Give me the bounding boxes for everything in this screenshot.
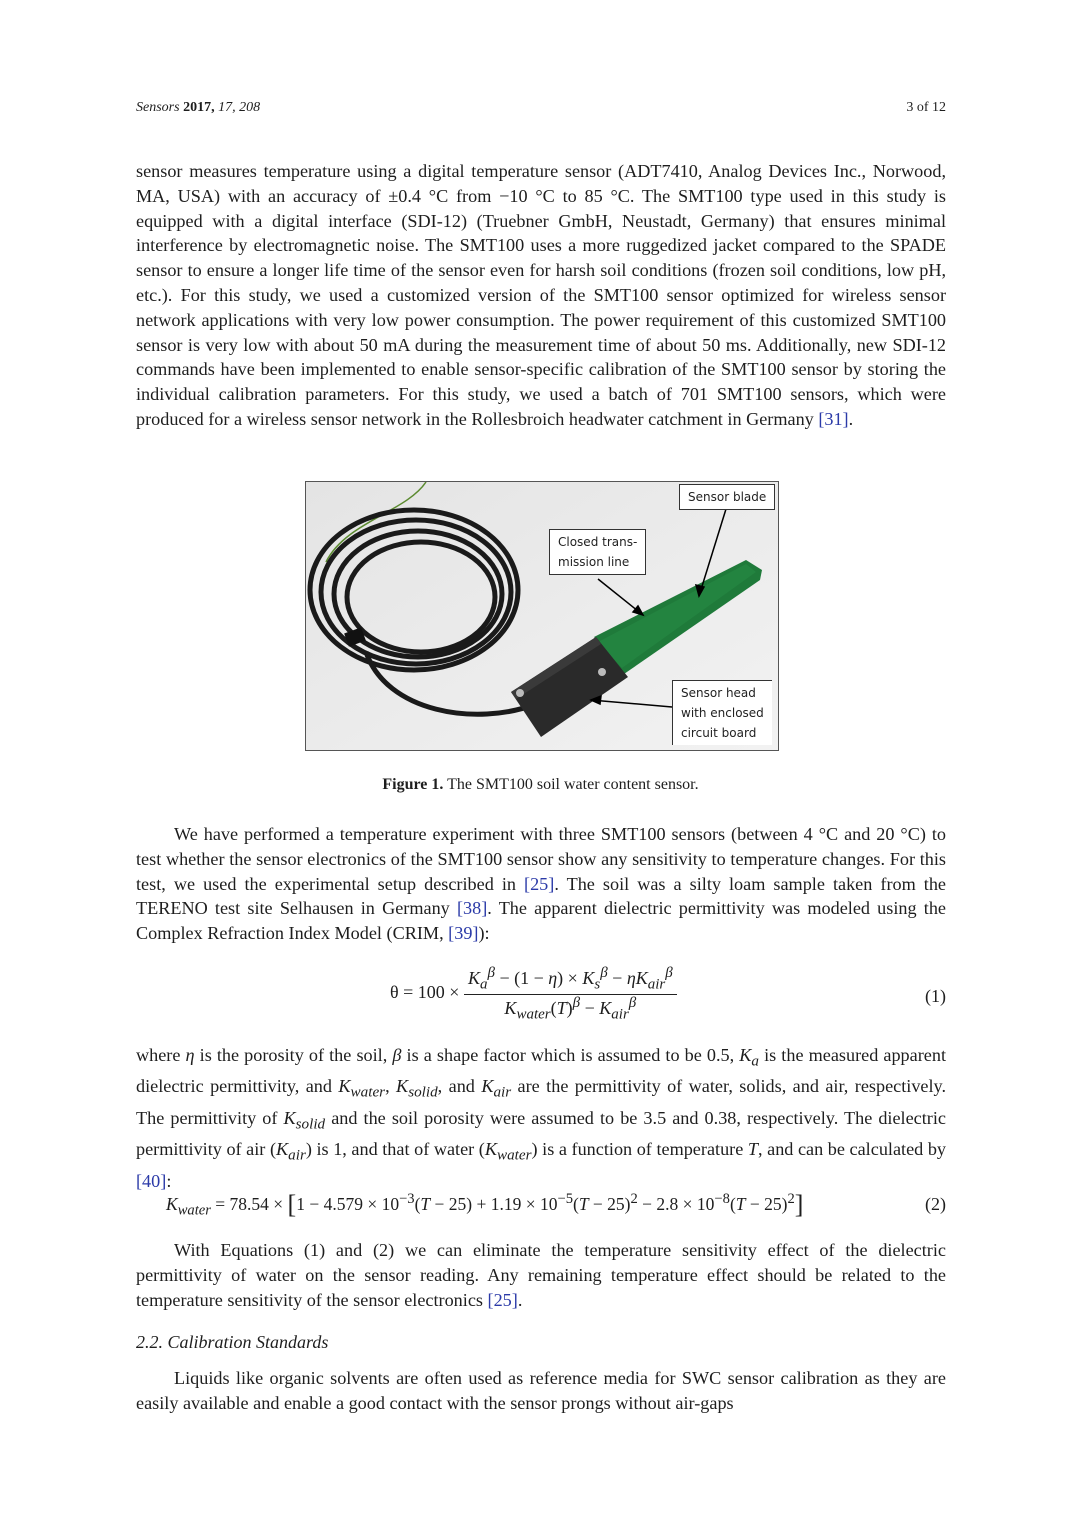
text-line: to the SPADE sensor to ensure a longer life time of the sensor even for harsh soil conditions (frozen soil (136, 235, 946, 281)
text-line: ) is a function of temperature (531, 1139, 748, 1160)
callout-text: circuit board (681, 726, 757, 740)
citation-link-25[interactable]: [25] (524, 873, 555, 894)
text-line: For this test, we used the experimental setup described in (136, 848, 947, 894)
text-line: , and (437, 1076, 482, 1097)
text-line: study is equipped with a digital interface (SDI-12) (Truebner GmbH, Neustadt, Germany) that ensures (136, 185, 947, 231)
text-line: ) is 1, and that of water ( (305, 1139, 485, 1160)
equation-1-fraction (464, 965, 677, 1023)
journal-name: Sensors (136, 100, 180, 115)
text-line: The dielectric permittivity of air ( (136, 1107, 946, 1160)
section-heading: 2.2. Calibration Standards (136, 1332, 329, 1352)
text-line: temperature sensitivity of the sensor electronics (136, 1289, 488, 1310)
equation-2: $K_{water} = 78.54 \times [1 - 4.579 \times 10^{-3}(T - 25) + 1.19 \times 10^{-5}(T - 25)^2 - 2.8 \times 10^{-8}(T - 25)^2]$ (166, 1190, 804, 1219)
text-line: : (166, 1170, 172, 1191)
text-line: as they are easily available and enable a good contact with the sensor prongs without air-gaps (136, 1368, 946, 1413)
text-line: we used a batch of 701 SMT100 sensors, which were produced for a wireless sensor network in the (136, 384, 947, 429)
text-line: conditions, low pH, etc.). For this study, we used a customized version of the SMT100 sensor optimized (136, 260, 947, 305)
text-line: are the permittivity of water, solids, and air, (511, 1076, 849, 1097)
citation-link-31[interactable]: [31] (818, 408, 849, 429)
equation-1-denominator: $K_{water}(T)^\beta - K_{air}^\beta$ (504, 994, 637, 1023)
figure-label: Figure 1. (382, 776, 444, 793)
figure-caption-text: The SMT100 soil water content sensor. (443, 776, 699, 793)
text-line: Liquids like organic solvents are often used as reference media for SWC sensor calibration (174, 1368, 859, 1388)
paragraph-calibration-standards (136, 1366, 946, 1416)
text-line: ): (478, 923, 490, 944)
citation-link-39[interactable]: [39] (448, 923, 479, 944)
text-line: minimal interference by electromagnetic noise. The SMT100 uses a more ruggedized jacket compared (136, 210, 946, 256)
paragraph-temperature-experiment (136, 822, 946, 946)
figure-caption (0, 776, 1081, 794)
figure-sensor-photo (305, 481, 779, 751)
text-line: . (848, 408, 854, 429)
equation-1-lhs: θ = 100 × (390, 982, 460, 1003)
text-line: sensor measures temperature using a digital temperature sensor (ADT7410, Analog Devices Inc., (136, 161, 867, 181)
paragraph-sensor-description (136, 159, 946, 432)
text-line: from the TERENO test site Selhausen in Germany (136, 873, 946, 919)
equation-1-number: (1) (925, 986, 946, 1006)
text-line: is the measured (758, 1045, 879, 1065)
text-line: , (758, 1139, 763, 1160)
text-line: . (517, 1289, 523, 1310)
citation-link-25-b[interactable]: [25] (487, 1289, 518, 1310)
text-line: and the soil porosity were assumed to be 3.5 and 0.38, respectively. (325, 1107, 839, 1128)
paragraph-variable-definitions: where η is the porosity of the soil, β is a shape factor which is assumed to be 0.5, $K_a$ is the measured apparent dielectric permittivity, and $K_{water}$, $K_{solid}$, and $K_{air}$ are the permittivity of water, solids, and air, respectively. The permittivity of $K_{solid}$ and the soil porosity were assumed to be 3.5 and 0.38, respectively. The dielectric permittivity of air $(K_{air})$ is 1, and that of water $(K_{water})$ is a function of temperature T, and can be calculated by [40]: (136, 1045, 947, 1191)
text-line: With Equations (1) and (2) we can eliminate the temperature sensitivity effect of the dielectric (174, 1240, 946, 1260)
callout-text: Sensor blade (688, 490, 767, 504)
text-line: We have performed a temperature experiment with three SMT100 sensors (between 4 °C and 20 °C) (174, 824, 926, 844)
text-line: respectively. The permittivity of (136, 1076, 947, 1128)
text-line: . The soil was a silty loam sample taken (554, 873, 873, 894)
text-line: Rollesbroich headwater catchment in Germany (471, 408, 819, 429)
running-header (136, 100, 260, 116)
text-line: to test whether the sensor electronics of the SMT100 sensor show any sensitivity to temperature changes. (136, 824, 947, 869)
text-line: . The apparent dielectric permittivity was (487, 898, 801, 919)
text-line: permittivity of water on the sensor reading. Any remaining temperature effect should be related to the (136, 1264, 946, 1285)
callout-text: Sensor head (681, 686, 756, 700)
equation-1-numerator: $K_a^\beta - (1 - \eta) \times K_s^\beta - \eta K_{air}^\beta$ (464, 965, 677, 995)
journal-year: 2017, (183, 100, 215, 115)
text-line: of this customized SMT100 sensor is very low with about 50 mA during the measurement time of (136, 309, 947, 355)
callout-sensor-blade (679, 484, 775, 510)
equation-2-number: (2) (925, 1194, 946, 1214)
equation-1 (390, 965, 677, 1023)
text-line: Norwood, MA, USA) with an accuracy of ±0.4 °C from −10 °C to 85 °C. The SMT100 type used in this (136, 161, 947, 206)
text-line: calibration of the SMT100 sensor by storing the individual calibration parameters. For this study, (136, 359, 946, 405)
text-line: is a shape factor which is assumed to be 0.5, (401, 1045, 740, 1065)
text-line: modeled using the Complex Refraction Index Model (CRIM, (136, 898, 947, 944)
page-number: 3 of 12 (906, 100, 946, 115)
text-line: apparent dielectric permittivity, and (136, 1045, 946, 1097)
citation-link-40[interactable]: [40] (136, 1170, 167, 1191)
text-line: about 50 ms. Additionally, new SDI-12 commands have been implemented to enable sensor-specific (136, 334, 947, 380)
citation-link-38[interactable]: [38] (456, 898, 488, 919)
callout-text: Closed trans- (558, 535, 638, 549)
text-line: for wireless sensor network applications with very low power consumption. The power requirement (136, 284, 947, 330)
text-line: is the porosity of the soil, (194, 1045, 393, 1065)
callout-sensor-head (672, 680, 772, 745)
callout-text: with enclosed (681, 706, 764, 720)
journal-volume: 17, 208 (218, 100, 261, 115)
callout-text: mission line (558, 555, 630, 569)
text-line: and can be calculated by (767, 1139, 947, 1160)
text-line: where (136, 1045, 186, 1065)
callout-transmission-line (549, 529, 646, 575)
paragraph-equations-summary (136, 1238, 946, 1312)
